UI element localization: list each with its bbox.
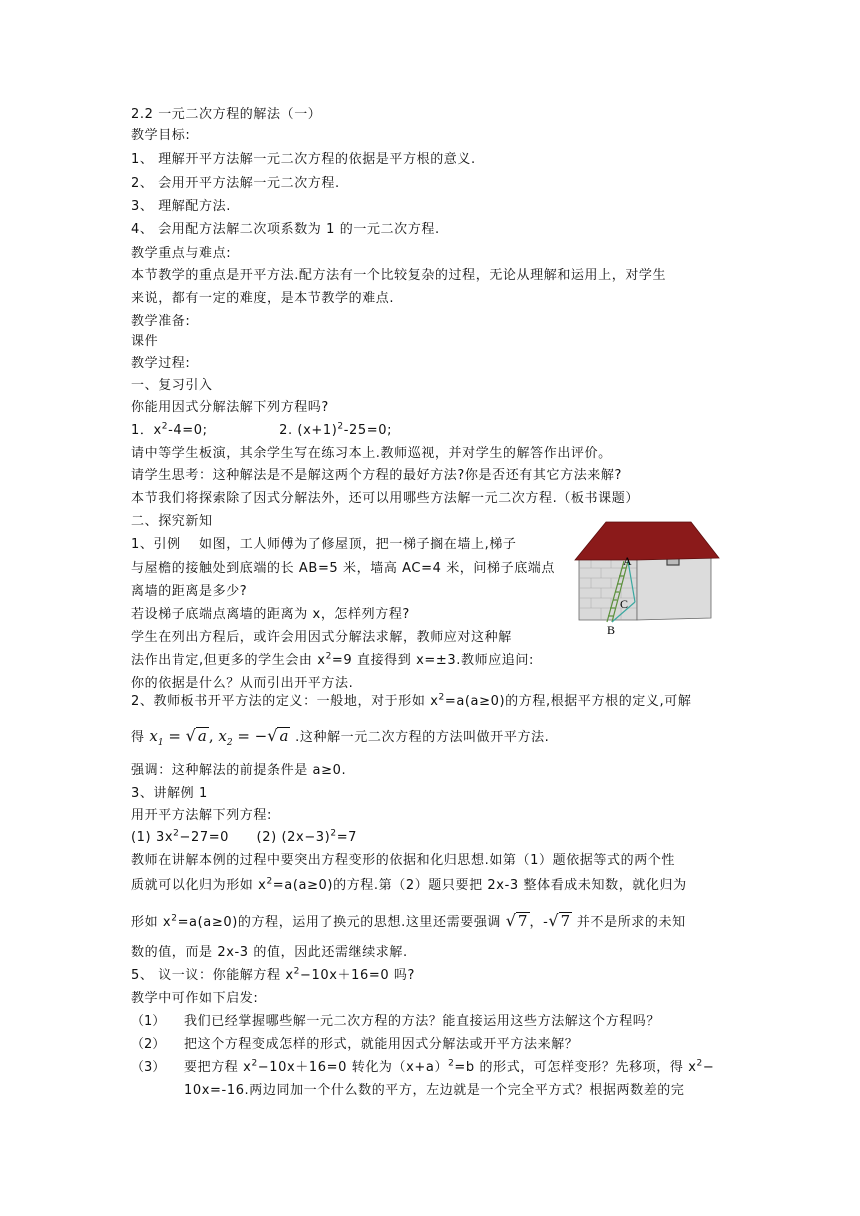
definition-line-2: 得 $x_1$ = √ a , $x_2$ = −√ a .这种解一元二次方程的方法叫做开平方法. — [131, 726, 550, 748]
label-c: C — [620, 597, 629, 611]
example-1-eq-b: (2) $(2x-3)^2=7$ — [256, 828, 358, 845]
hint-heading: 教学中可作如下启发: — [131, 991, 259, 1006]
discussion-line: 5、 议一议：你能解方程 $x^2-10x+16=0$ 吗? — [131, 966, 416, 983]
hint-3-text: 要把方程 $x^2-10x+16=0$ 转化为$(x+a)^2=b$ 的形式，可怎样变形？先移项，得 $x^2-$ — [184, 1058, 715, 1075]
section-1-heading: 一、复习引入 — [131, 378, 213, 393]
example-1-eq-a: (1) $3x^2-27=0$ — [131, 828, 230, 845]
section-2-heading: 二、探究新知 — [131, 514, 213, 529]
example-line-3: 离墙的距离是多少? — [131, 584, 248, 599]
example-1-para-4: 数的值，而是 2x-3 的值，因此还需继续求解. — [131, 945, 408, 960]
goals-heading: 教学目标: — [131, 128, 191, 143]
hint-1-number: （1） — [131, 1014, 166, 1029]
example-1-para-3: 形如 $x^2=a(a\ge 0)$的方程，运用了换元的思想.这里还需要强调 √ 7 ，-√ 7 并不是所求的未知 — [131, 911, 686, 930]
hint-2-text: 把这个方程变成怎样的形式，就能用因式分解法或开平方法来解？ — [184, 1037, 579, 1052]
house-ladder-figure — [573, 518, 733, 640]
example-line-6: 法作出肯定,但更多的学生会由 $x^2=9$ 直接得到 x=±3.教师应追问: — [131, 651, 534, 668]
example-line-5: 学生在列出方程后，或许会用因式分解法求解，教师应对这种解 — [131, 630, 512, 645]
example-1-para-2: 质就可以化归为形如 $x^2=a(a\ge 0)$的方程.第（2）题只要把 2x-3 整体看成未知数，就化归为 — [131, 876, 687, 893]
paragraph-2: 请学生思考：这种解法是不是解这两个方程的最好方法?你是否还有其它方法来解? — [131, 468, 622, 483]
question-1: 你能用因式分解法解下列方程吗? — [131, 400, 329, 415]
paragraph-1: 请中等学生板演，其余学生写在练习本上.教师巡视，并对学生的解答作出评价。 — [131, 446, 612, 461]
emphasis-line: 强调：这种解法的前提条件是 a≥0. — [131, 763, 347, 778]
label-a: A — [623, 554, 632, 568]
hint-1-text: 我们已经掌握哪些解一元二次方程的方法？能直接运用这些方法解这个方程吗？ — [184, 1014, 661, 1029]
hint-3-number: （3） — [131, 1060, 166, 1075]
hint-2-number: （2） — [131, 1037, 166, 1052]
equation-b: 2. $(x+1)^2-25=0$; — [279, 421, 393, 438]
example-1-equations — [131, 830, 357, 846]
doc-title: 2.2 一元二次方程的解法（一） — [131, 107, 322, 122]
goal-1: 1、 理解开平方法解一元二次方程的依据是平方根的意义. — [131, 152, 476, 167]
example-line-2: 与屋檐的接触处到底端的长 AB=5 米，墙高 AC=4 米，问梯子底端点 — [131, 561, 556, 576]
example-1-para-1: 教师在讲解本例的过程中要突出方程变形的依据和化归思想.如第（1）题依据等式的两个性 — [131, 853, 676, 868]
keypoints-heading: 教学重点与难点: — [131, 246, 232, 261]
sqrt-icon: √ — [548, 911, 559, 930]
example-1-question: 用开平方法解下列方程: — [131, 808, 272, 823]
sqrt-icon: √ — [267, 726, 278, 745]
house-roof — [575, 522, 719, 560]
equation-a: 1．$x^2-4=0$; — [131, 421, 208, 438]
definition-line-1: 2、教师板书开平方法的定义：一般地，对于形如 $x^2=a(a\ge 0)$的方程,根据平方根的定义,可解 — [131, 692, 692, 709]
goal-2: 2、 会用开平方法解一元二次方程. — [131, 176, 340, 191]
prep-heading: 教学准备: — [131, 314, 191, 329]
paragraph-3: 本节我们将探索除了因式分解法外，还可以用哪些方法解一元二次方程.（板书课题） — [131, 491, 639, 506]
house-side-wall — [637, 558, 711, 620]
prep-text: 课件 — [131, 334, 159, 349]
keypoints-line-2: 来说，都有一定的难度，是本节教学的难点. — [131, 291, 395, 306]
keypoints-line-1: 本节教学的重点是开平方法.配方法有一个比较复杂的过程，无论从理解和运用上，对学生 — [131, 268, 667, 283]
hint-3-text-line-2: 10x=-16.两边同加一个什么数的平方，左边就是一个完全平方式？根据两数差的完 — [184, 1083, 685, 1098]
process-heading: 教学过程: — [131, 356, 191, 371]
example-line-1: 1、引例 如图，工人师傅为了修屋顶，把一梯子搁在墙上,梯子 — [131, 537, 517, 552]
example-line-7: 你的依据是什么？从而引出开平方法. — [131, 676, 354, 691]
example-line-4: 若设梯子底端点离墙的距离为 x，怎样列方程? — [131, 607, 410, 622]
neg-sqrt-seven: √ 7 — [548, 911, 571, 930]
example-1-heading: 3、讲解例 1 — [131, 786, 208, 801]
sqrt-icon: √ — [185, 726, 196, 745]
goal-4: 4、 会用配方法解二次项系数为 1 的一元二次方程. — [131, 222, 440, 237]
label-b: B — [607, 623, 616, 637]
review-equations — [131, 423, 392, 439]
formula-roots: $x_1$ = √ a , $x_2$ = −√ a — [149, 726, 289, 748]
sqrt-seven: √ 7 — [505, 911, 528, 930]
sqrt-icon: √ — [505, 911, 516, 930]
goal-3: 3、 理解配方法. — [131, 199, 231, 214]
